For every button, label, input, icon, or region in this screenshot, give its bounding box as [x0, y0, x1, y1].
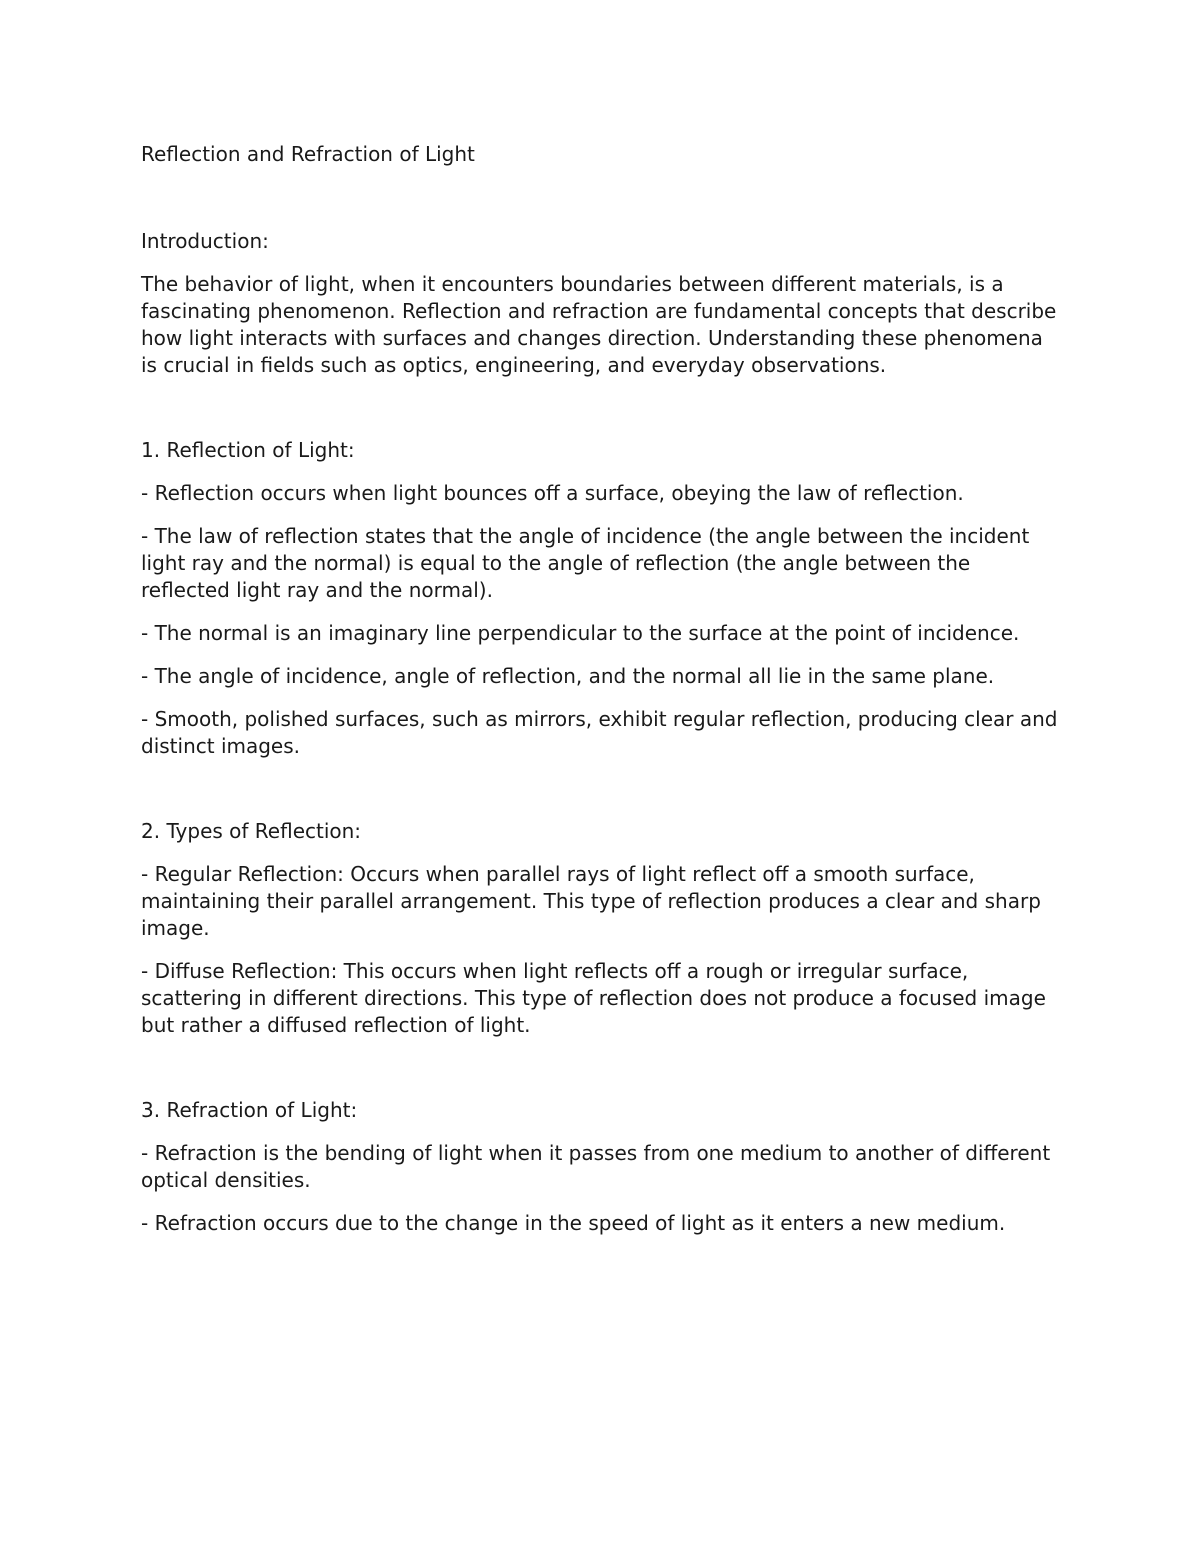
section-heading-reflection: 1. Reflection of Light:: [141, 438, 355, 462]
bullet-item: - Reflection occurs when light bounces off a surface, obeying the law of reflection.: [141, 481, 964, 505]
section-heading-types-of-reflection: 2. Types of Reflection:: [141, 819, 362, 843]
bullet-item: - The angle of incidence, angle of reflection, and the normal all lie in the same plane.: [141, 664, 995, 688]
document-body: [141, 141, 1061, 1237]
bullet-item: - Refraction is the bending of light when it passes from one medium to another of different optical densities.: [141, 1141, 1051, 1192]
section-heading-refraction: 3. Refraction of Light:: [141, 1098, 358, 1122]
bullet-item: - The normal is an imaginary line perpendicular to the surface at the point of incidence.: [141, 621, 1020, 645]
document-title: Reflection and Refraction of Light: [141, 142, 475, 166]
bullet-item: - Refraction occurs due to the change in the speed of light as it enters a new medium.: [141, 1211, 1006, 1235]
bullet-item: - Regular Reflection: Occurs when parallel rays of light reflect off a smooth surface, maintaining their parallel arrangement. This type of reflection produces a clear and sharp image.: [141, 862, 1041, 940]
intro-paragraph: The behavior of light, when it encounters boundaries between different materials, is a fascinating phenomenon. Reflection and refraction are fundamental concepts that describe how light interacts with surfaces and changes direction. Understanding these phenomena is crucial in fields such as optics, engineering, and everyday observations.: [141, 272, 1057, 377]
intro-label: Introduction:: [141, 229, 269, 253]
bullet-item: - Smooth, polished surfaces, such as mirrors, exhibit regular reflection, producing clear and distinct images.: [141, 707, 1058, 758]
bullet-item: - Diffuse Reflection: This occurs when light reflects off a rough or irregular surface, scattering in different directions. This type of reflection does not produce a focused image but rather a diffused reflection of light.: [141, 959, 1046, 1037]
bullet-item: - The law of reflection states that the angle of incidence (the angle between the incident light ray and the normal) is equal to the angle of reflection (the angle between the reflected light ray and the normal).: [141, 524, 1030, 602]
